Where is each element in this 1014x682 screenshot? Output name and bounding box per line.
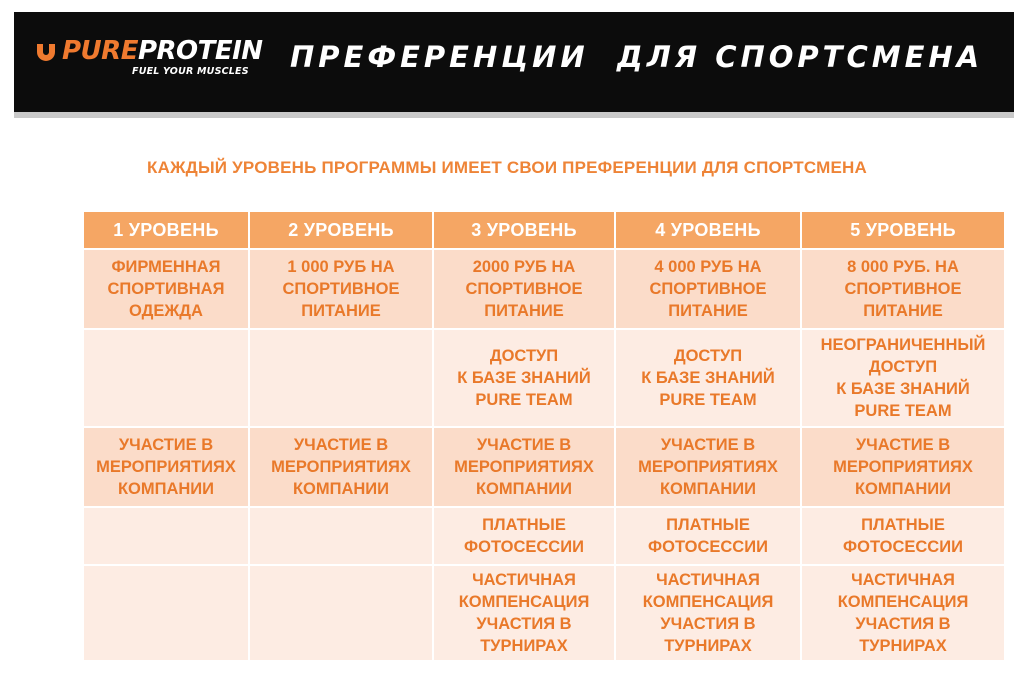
page-subtitle: КАЖДЫЙ УРОВЕНЬ ПРОГРАММЫ ИМЕЕТ СВОИ ПРЕФЕРЕНЦИИ ДЛЯ СПОРТСМЕНА (147, 158, 867, 177)
table-cell: ПЛАТНЫЕ ФОТОСЕССИИ (801, 507, 1005, 565)
table-row (83, 507, 1005, 565)
column-header-level-4: 4 УРОВЕНЬ (615, 211, 801, 249)
table-cell: УЧАСТИЕ В МЕРОПРИЯТИЯХ КОМПАНИИ (249, 427, 433, 507)
table-cell: ПЛАТНЫЕ ФОТОСЕССИИ (615, 507, 801, 565)
table-cell: УЧАСТИЕ В МЕРОПРИЯТИЯХ КОМПАНИИ (801, 427, 1005, 507)
table-cell: 1 000 РУБ НА СПОРТИВНОЕ ПИТАНИЕ (249, 249, 433, 329)
pureprotein-logo (34, 36, 274, 86)
column-header-level-3: 3 УРОВЕНЬ (433, 211, 615, 249)
table-cell: ДОСТУП К БАЗЕ ЗНАНИЙ PURE TEAM (433, 329, 615, 427)
page-title: ПРЕФЕРЕНЦИИ ДЛЯ СПОРТСМЕНА (290, 40, 984, 74)
table-cell: УЧАСТИЕ В МЕРОПРИЯТИЯХ КОМПАНИИ (83, 427, 249, 507)
table-cell (249, 329, 433, 427)
table-cell (249, 565, 433, 661)
table-cell (249, 507, 433, 565)
table-cell: УЧАСТИЕ В МЕРОПРИЯТИЯХ КОМПАНИИ (433, 427, 615, 507)
table-cell: 4 000 РУБ НА СПОРТИВНОЕ ПИТАНИЕ (615, 249, 801, 329)
table-cell: ЧАСТИЧНАЯ КОМПЕНСАЦИЯ УЧАСТИЯ В ТУРНИРАХ (433, 565, 615, 661)
table-row (83, 329, 1005, 427)
table-row (83, 427, 1005, 507)
table-header-row (83, 211, 1005, 249)
table-cell: 8 000 РУБ. НА СПОРТИВНОЕ ПИТАНИЕ (801, 249, 1005, 329)
table-cell: ПЛАТНЫЕ ФОТОСЕССИИ (433, 507, 615, 565)
table-cell: ЧАСТИЧНАЯ КОМПЕНСАЦИЯ УЧАСТИЯ В ТУРНИРАХ (801, 565, 1005, 661)
logo-word-protein: PROTEIN (137, 36, 263, 66)
logo-mark-icon (34, 40, 58, 64)
table-cell: 2000 РУБ НА СПОРТИВНОЕ ПИТАНИЕ (433, 249, 615, 329)
levels-table (82, 210, 1006, 662)
table-cell (83, 565, 249, 661)
column-header-level-5: 5 УРОВЕНЬ (801, 211, 1005, 249)
table-cell: НЕОГРАНИЧЕННЫЙ ДОСТУП К БАЗЕ ЗНАНИЙ PURE TEAM (801, 329, 1005, 427)
table-cell: УЧАСТИЕ В МЕРОПРИЯТИЯХ КОМПАНИИ (615, 427, 801, 507)
table-cell: ДОСТУП К БАЗЕ ЗНАНИЙ PURE TEAM (615, 329, 801, 427)
table-cell (83, 507, 249, 565)
logo-word-pure: PURE (62, 36, 138, 66)
logo-tagline: FUEL YOUR MUSCLES (132, 66, 249, 77)
column-header-level-2: 2 УРОВЕНЬ (249, 211, 433, 249)
table-row (83, 249, 1005, 329)
table-cell (83, 329, 249, 427)
table-cell: ЧАСТИЧНАЯ КОМПЕНСАЦИЯ УЧАСТИЯ В ТУРНИРАХ (615, 565, 801, 661)
logo-wordmark (62, 36, 263, 66)
table-row (83, 565, 1005, 661)
table-cell: ФИРМЕННАЯ СПОРТИВНАЯ ОДЕЖДА (83, 249, 249, 329)
column-header-level-1: 1 УРОВЕНЬ (83, 211, 249, 249)
